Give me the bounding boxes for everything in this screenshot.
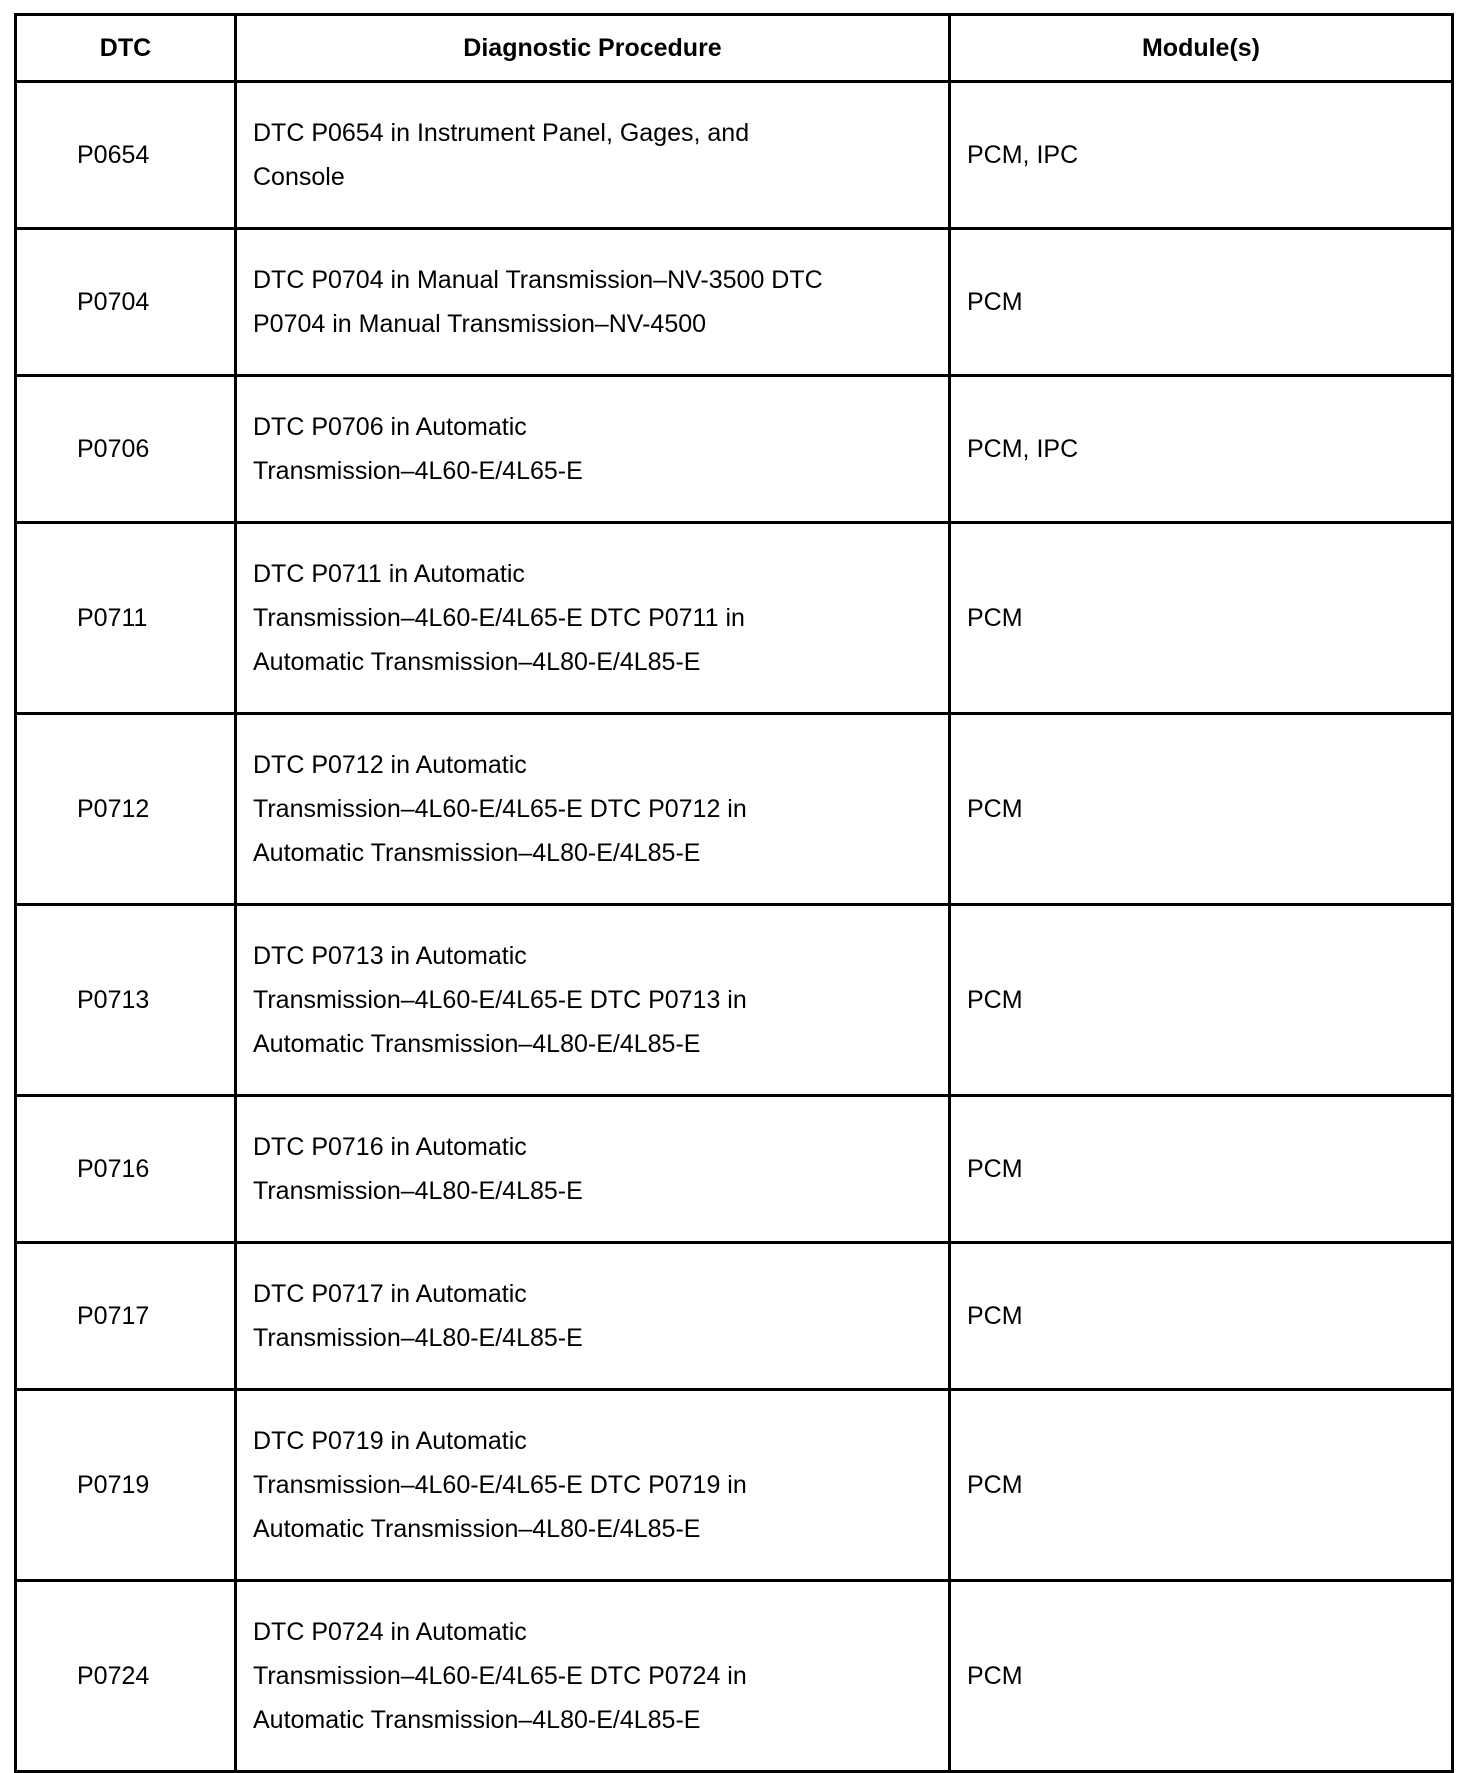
diagnostic-procedure: DTC P0724 in Automatic Transmission–4L60-E/4L65-E DTC P0724 in Automatic Transmission–4L80-E/4L85-E — [236, 1581, 950, 1772]
table-row — [16, 905, 1453, 1096]
dtc-code: P0704 — [16, 229, 236, 376]
diagnostic-procedure: DTC P0717 in Automatic Transmission–4L80-E/4L85-E — [236, 1243, 950, 1390]
modules: PCM — [950, 714, 1453, 905]
modules: PCM, IPC — [950, 82, 1453, 229]
diagnostic-procedure: DTC P0711 in Automatic Transmission–4L60-E/4L65-E DTC P0711 in Automatic Transmission–4L80-E/4L85-E — [236, 523, 950, 714]
modules: PCM, IPC — [950, 376, 1453, 523]
table-row — [16, 229, 1453, 376]
table-row — [16, 1096, 1453, 1243]
modules: PCM — [950, 905, 1453, 1096]
dtc-table — [14, 13, 1454, 1773]
dtc-code: P0654 — [16, 82, 236, 229]
header-modules: Module(s) — [950, 15, 1453, 82]
diagnostic-procedure: DTC P0712 in Automatic Transmission–4L60-E/4L65-E DTC P0712 in Automatic Transmission–4L80-E/4L85-E — [236, 714, 950, 905]
diagnostic-procedure: DTC P0706 in Automatic Transmission–4L60-E/4L65-E — [236, 376, 950, 523]
modules: PCM — [950, 229, 1453, 376]
table-row — [16, 714, 1453, 905]
dtc-code: P0717 — [16, 1243, 236, 1390]
dtc-code: P0712 — [16, 714, 236, 905]
dtc-code: P0716 — [16, 1096, 236, 1243]
modules: PCM — [950, 1243, 1453, 1390]
dtc-code: P0724 — [16, 1581, 236, 1772]
table-row — [16, 82, 1453, 229]
table-row — [16, 523, 1453, 714]
table-row — [16, 1390, 1453, 1581]
modules: PCM — [950, 1581, 1453, 1772]
header-procedure: Diagnostic Procedure — [236, 15, 950, 82]
diagnostic-procedure: DTC P0716 in Automatic Transmission–4L80-E/4L85-E — [236, 1096, 950, 1243]
table-row — [16, 1581, 1453, 1772]
dtc-code: P0713 — [16, 905, 236, 1096]
table-row — [16, 1243, 1453, 1390]
diagnostic-procedure: DTC P0719 in Automatic Transmission–4L60-E/4L65-E DTC P0719 in Automatic Transmission–4L80-E/4L85-E — [236, 1390, 950, 1581]
diagnostic-procedure: DTC P0713 in Automatic Transmission–4L60-E/4L65-E DTC P0713 in Automatic Transmission–4L80-E/4L85-E — [236, 905, 950, 1096]
dtc-code: P0706 — [16, 376, 236, 523]
header-row — [16, 15, 1453, 82]
dtc-code: P0719 — [16, 1390, 236, 1581]
modules: PCM — [950, 523, 1453, 714]
dtc-code: P0711 — [16, 523, 236, 714]
modules: PCM — [950, 1096, 1453, 1243]
diagnostic-procedure: DTC P0704 in Manual Transmission–NV-3500 DTC P0704 in Manual Transmission–NV-4500 — [236, 229, 950, 376]
table-row — [16, 376, 1453, 523]
header-dtc: DTC — [16, 15, 236, 82]
modules: PCM — [950, 1390, 1453, 1581]
diagnostic-procedure: DTC P0654 in Instrument Panel, Gages, and Console — [236, 82, 950, 229]
